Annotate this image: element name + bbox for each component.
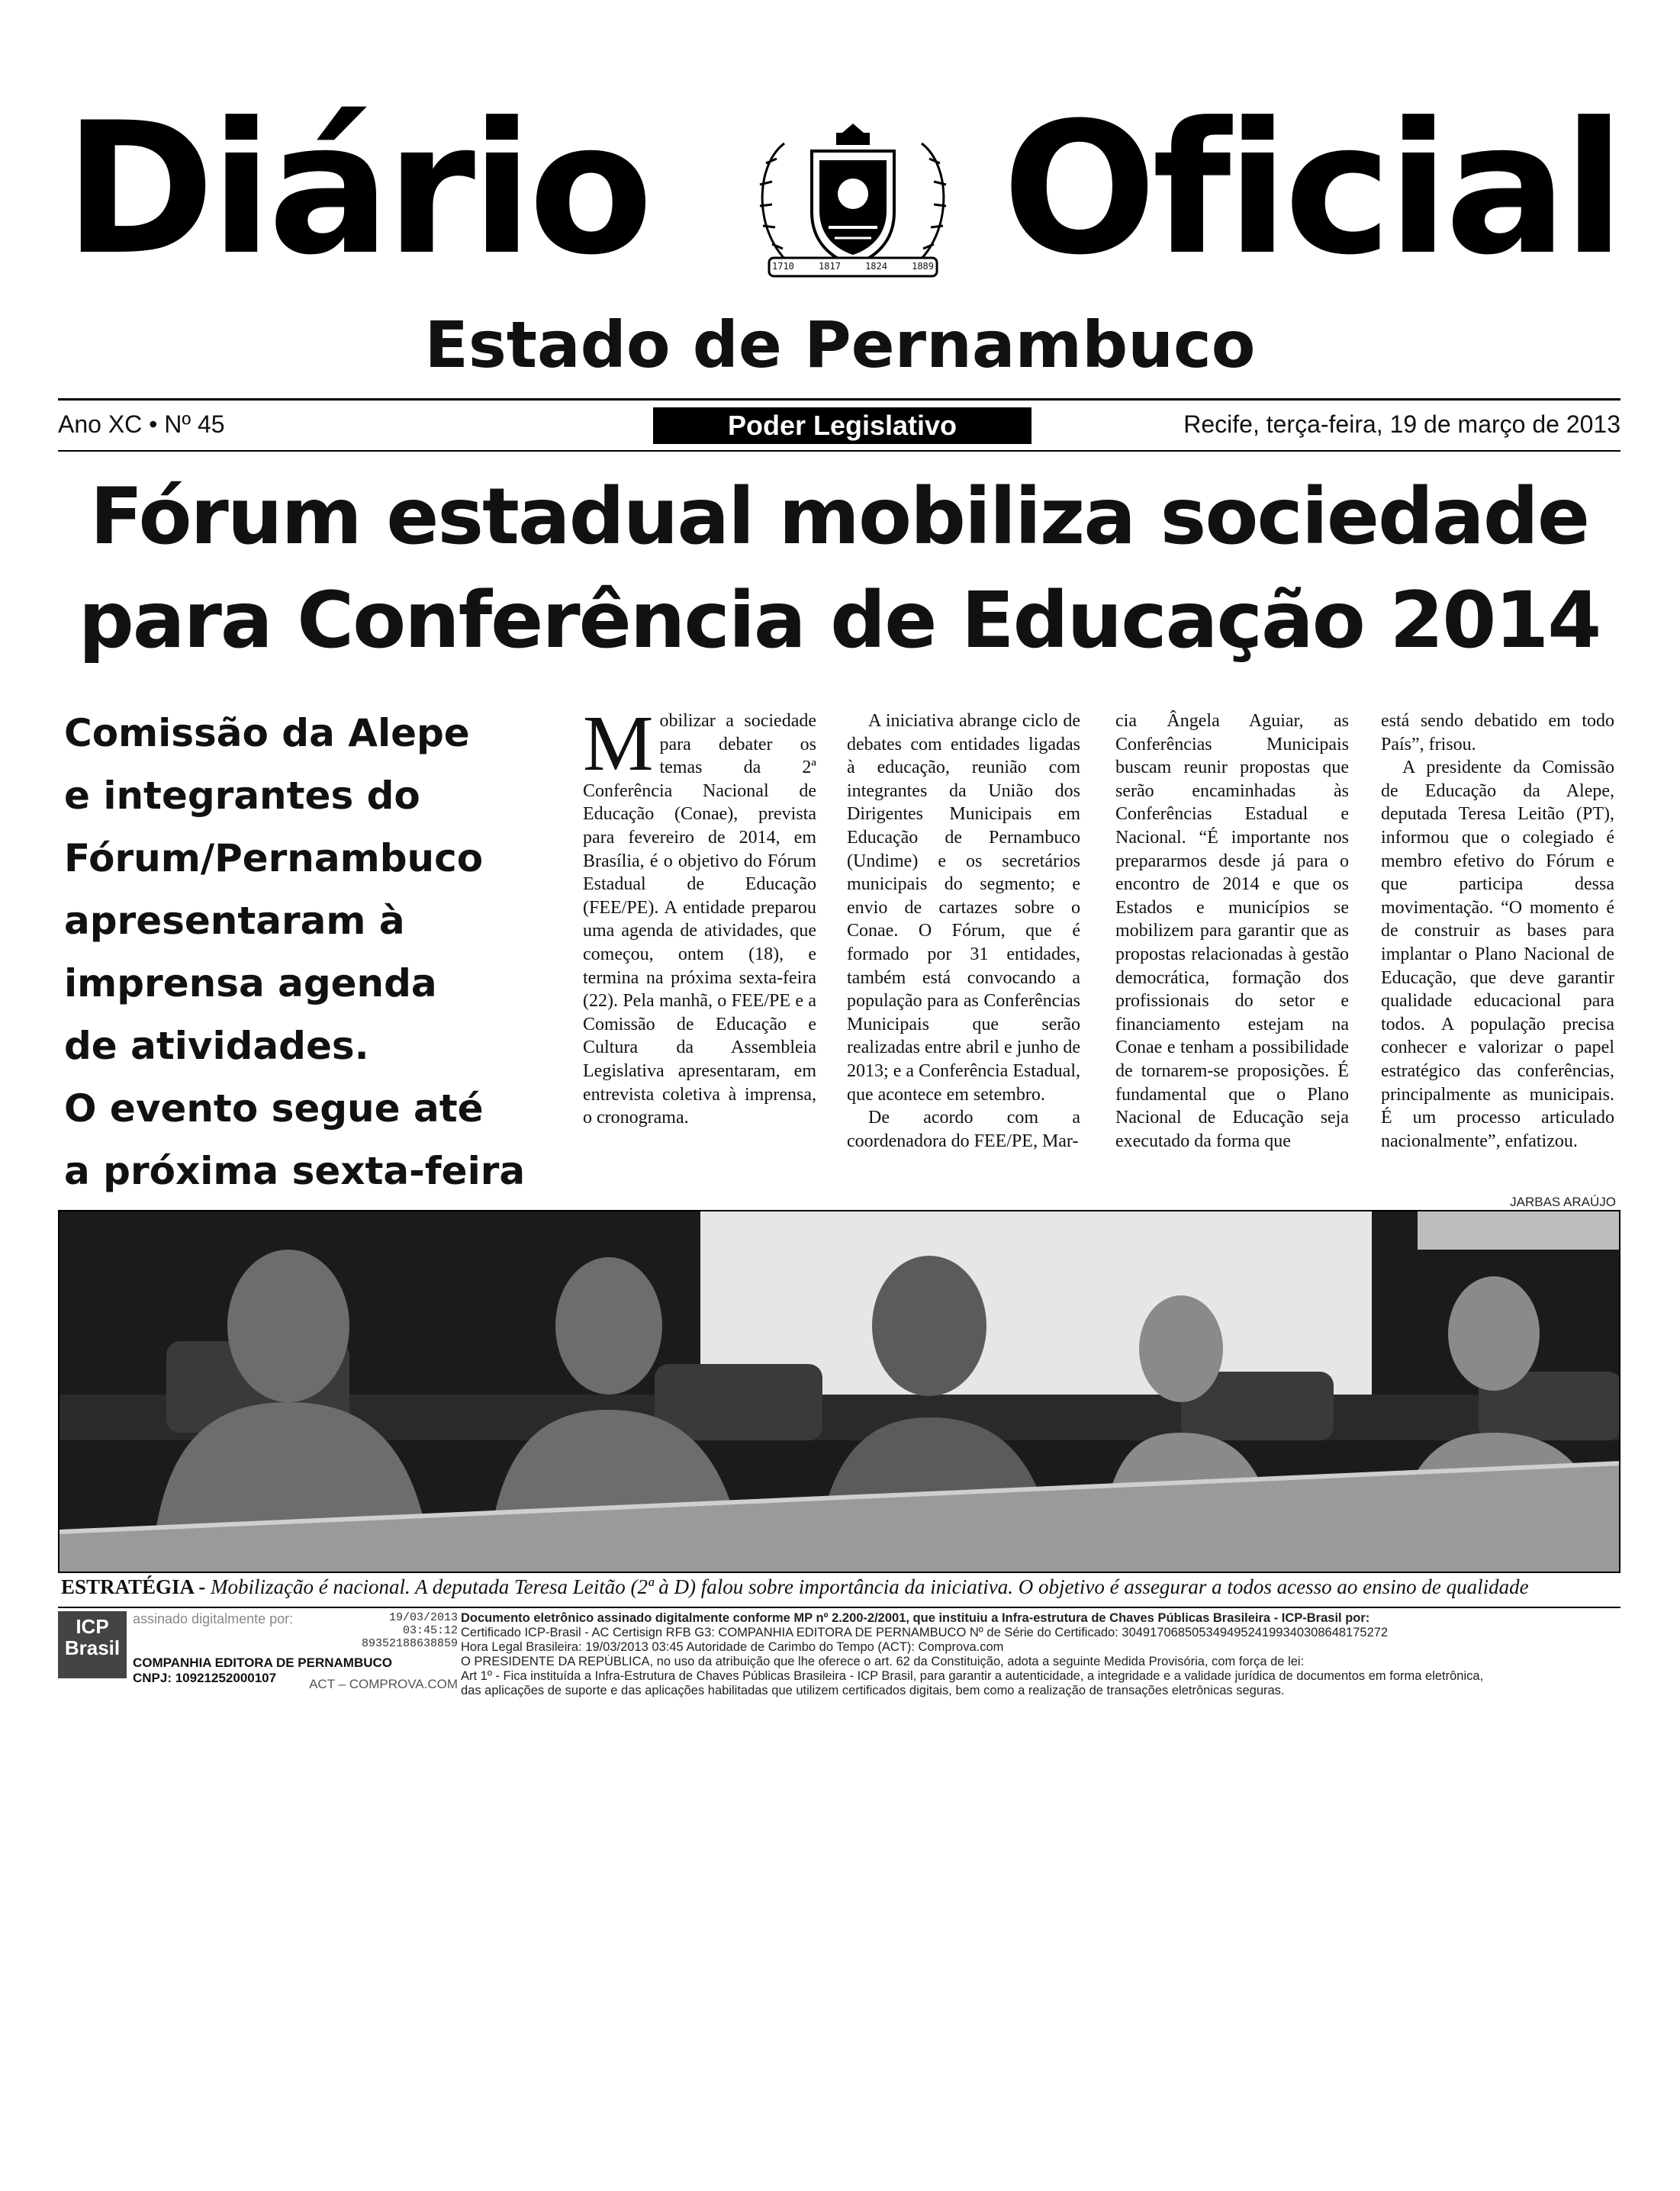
deck bbox=[64, 702, 552, 1202]
article-paragraph: obilizar a sociedade para debater os temas da 2ª Conferência Nacional de Educação (Conae), prevista para fevereiro de 2014, em Brasília, é o objetivo do Fórum Estadual de Educação (FEE/PE). A entidade preparou uma agenda de atividades, que começou, ontem (18), e termina na próxima sexta-feira (22). Pela manhã, o FEE/PE e a Comissão de Educação e Cultura da Assembleia Legislativa apresentaram, em entrevista coletiva à imprensa, o cronograma. bbox=[583, 711, 816, 1128]
photo-caption bbox=[61, 1573, 1625, 1601]
bottom-rule bbox=[58, 450, 1620, 452]
deck-line: Comissão da Alepe bbox=[64, 711, 470, 755]
deck-line: Fórum/Pernambuco bbox=[64, 836, 484, 880]
article-paragraph: está sendo debatido em todo País”, frisou. bbox=[1381, 711, 1614, 754]
stamp-date: 19/03/2013 bbox=[388, 1611, 458, 1624]
article-column-1 bbox=[583, 700, 816, 1130]
crest-year: 1817 bbox=[819, 261, 841, 272]
deck-line: a próxima sexta-feira bbox=[64, 1149, 526, 1193]
headline-line: para Conferência de Educação 2014 bbox=[78, 575, 1601, 666]
legal-title: Documento eletrônico assinado digitalmente conforme MP nº 2.200-2/2001, que instituiu a Infra-estrutura de Chaves Públicas Brasileira - ICP-Brasil por: bbox=[461, 1611, 1370, 1625]
crest-year: 1824 bbox=[865, 261, 887, 272]
digital-signature-footer bbox=[58, 1611, 1622, 1695]
legal-notice bbox=[461, 1611, 1622, 1698]
stamp-datetime bbox=[362, 1611, 458, 1650]
photo-credit: JARBAS ARAÚJO bbox=[1510, 1195, 1616, 1209]
deck-line: de atividades. bbox=[64, 1024, 369, 1068]
act-label: ACT – COMPROVA.COM bbox=[309, 1677, 458, 1691]
stamp-time: 03:45:12 bbox=[402, 1624, 458, 1637]
masthead-subtitle: Estado de Pernambuco bbox=[424, 307, 1256, 382]
crest-year: 1889 bbox=[912, 261, 934, 272]
deck-line: O evento segue até bbox=[64, 1086, 484, 1131]
headline bbox=[53, 465, 1625, 673]
press-conference-photo bbox=[58, 1210, 1620, 1573]
article-column-2 bbox=[847, 709, 1080, 1153]
legal-certificate: Certificado ICP-Brasil - AC Certisign RFB G3: COMPANHIA EDITORA DE PERNAMBUCO Nº de Série do Certificado: 3049170685053494952419934030864817527​2 bbox=[461, 1626, 1389, 1639]
legal-article: Art 1º - Fica instituída a Infra-Estrutura de Chaves Públicas Brasileira - ICP Brasil, para garantir a autenticidade, a integridade e a validade jurídica de documentos em forma eletrônica, bbox=[461, 1669, 1484, 1683]
legal-article-cont: das aplicações de suporte e das aplicações habilitadas que utilizem certificados digitais, bem como a realização de transações eletrônicas seguras. bbox=[461, 1684, 1285, 1697]
article-paragraph: A iniciativa abrange ciclo de debates com entidades ligadas à educação, reunião com integrantes da União dos Dirigentes Municipais em Educação de Pernambuco (Undime) e os secretários municipais do segmento; e envio de cartazes sobre o Conae. O Fórum, que é formado por 31 entidades, também está convocando a população para as Conferências Municipais que serão realizadas entre abril e junho de 2013; e a Conferência Estadual, que acontece em setembro. bbox=[847, 711, 1080, 1105]
masthead bbox=[64, 84, 1620, 313]
crest-years bbox=[772, 261, 934, 272]
deck-line: imprensa agenda bbox=[64, 961, 437, 1005]
headline-line: Fórum estadual mobiliza sociedade bbox=[89, 471, 1589, 562]
caption-label: ESTRATÉGIA - bbox=[61, 1575, 206, 1598]
edition-number: Ano XC • Nº 45 bbox=[58, 410, 225, 438]
edition-bar bbox=[58, 404, 1620, 450]
article-column-3 bbox=[1115, 709, 1349, 1153]
article-column-4 bbox=[1381, 709, 1614, 1153]
drop-cap: M bbox=[583, 700, 654, 787]
article-paragraph: A presidente da Comissão de Educação da Alepe, deputada Teresa Leitão (PT), informou que o colegiado é membro efetivo do Fórum e que participa dessa movimentação. “O momento é de construir as bases para implantar o Plano Nacional de Educação, que deve garantir qualidade educacional para todos. A população precisa conhecer e valorizar o papel estratégico das conferências, principalmente as municipais. É um processo articulado nacionalmente”, enfatizou. bbox=[1381, 758, 1614, 1151]
deck-line: e integrantes do bbox=[64, 774, 420, 818]
signature-stamp bbox=[133, 1611, 504, 1691]
deck-line: apresentaram à bbox=[64, 899, 405, 943]
footer-rule bbox=[58, 1607, 1620, 1608]
article-paragraph: De acordo com a coordenadora do FEE/PE, Mar- bbox=[847, 1108, 1080, 1151]
legal-mp: O PRESIDENTE DA REPÚBLICA, no uso da atribuição que lhe oferece o art. 62 da Constituição, adota a seguinte Medida Provisória, com força de lei: bbox=[461, 1655, 1305, 1668]
caption-text: Mobilização é nacional. A deputada Teresa Leitão (2ª à D) falou sobre importância da iniciativa. O objetivo é assegurar a todos acesso ao ensino de qualidade bbox=[211, 1575, 1529, 1598]
dateline: Recife, terça-feira, 19 de março de 2013 bbox=[1183, 410, 1620, 438]
state-coat-of-arms-icon bbox=[739, 121, 967, 281]
stamp-serial: 89352188638859 bbox=[361, 1637, 458, 1650]
masthead-title-left: Diário bbox=[64, 84, 649, 295]
photo-illustration bbox=[60, 1211, 1620, 1573]
company-cnpj: CNPJ: 10921252000107 bbox=[133, 1671, 277, 1685]
top-rule bbox=[58, 398, 1620, 401]
section-label: Poder Legislativo bbox=[653, 407, 1031, 444]
company-name: COMPANHIA EDITORA DE PERNAMBUCO bbox=[133, 1655, 393, 1670]
icp-brasil-logo: ICP Brasil bbox=[58, 1611, 127, 1678]
signed-label: assinado digitalmente por: bbox=[133, 1611, 294, 1626]
article-paragraph: cia Ângela Aguiar, as Conferências Municipais buscam reunir propostas que serão encaminhadas às Conferências Estadual e Nacional. “É importante nos prepararmos desde já para o encontro de 2014 e que os Estados e municípios se mobilizem para garantir que as propostas relacionadas à gestão democrática, formação dos profissionais do setor e financiamento estejam na Conae e tenham a possibilidade de tornarem-se proposições. É fundamental que o Plano Nacional de Educação seja executado da forma que bbox=[1115, 711, 1349, 1151]
masthead-title-right: Oficial bbox=[1002, 84, 1620, 295]
crest-year: 1710 bbox=[772, 261, 794, 272]
legal-time: Hora Legal Brasileira: 19/03/2013 03:45 Autoridade de Carimbo do Tempo (ACT): Comprova.com bbox=[461, 1640, 1004, 1654]
